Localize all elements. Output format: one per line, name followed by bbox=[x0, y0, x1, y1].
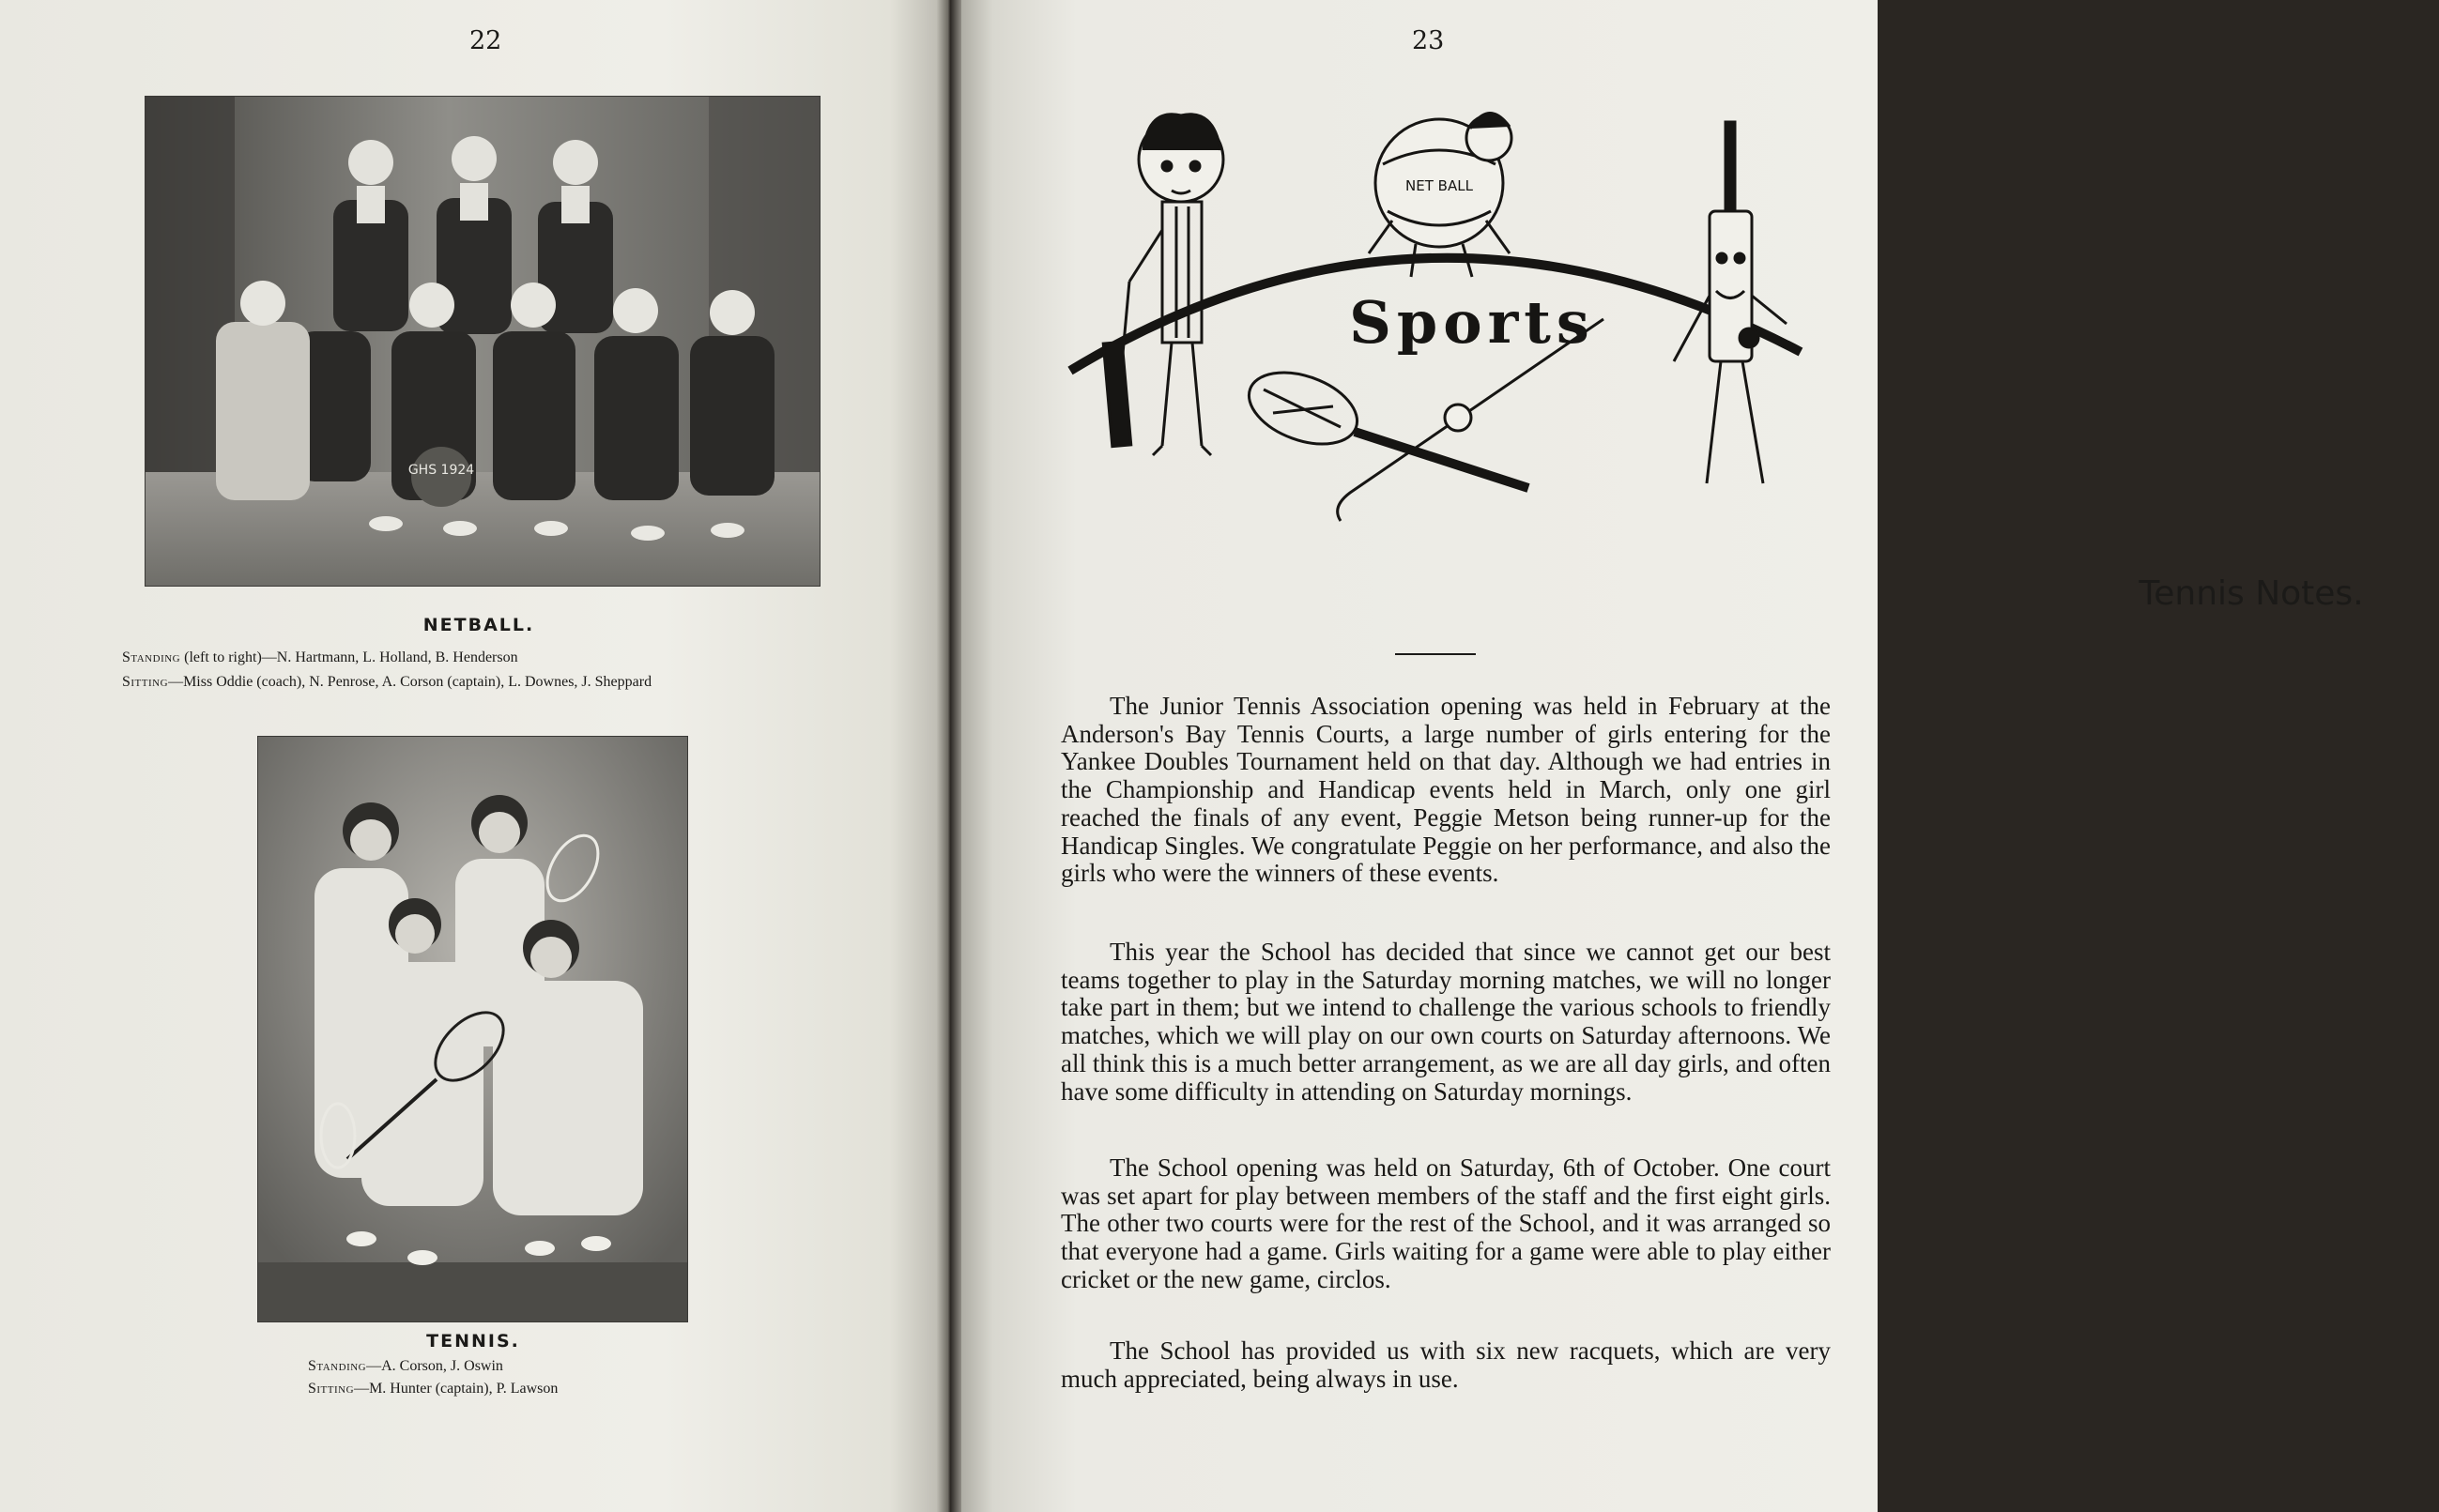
page-number-left: 22 bbox=[469, 26, 502, 55]
sports-illustration bbox=[1059, 80, 1829, 526]
netball-ball-lettering: NET BALL bbox=[1405, 177, 1473, 194]
netball-sitting-caption bbox=[122, 674, 652, 691]
heading-divider bbox=[1395, 653, 1476, 655]
tennis-notes-paragraph-3: The School opening was held on Saturday, 6th of October. One court was set apart for play between members of the staff and the first eight girls. The other two courts were for the rest of the School, and it was arranged so that everyone had a game. Girls waiting for a game were able to play either cricket or the new game, circlos. bbox=[1061, 1153, 1831, 1293]
tennis-sitting-label: Sitting bbox=[308, 1381, 355, 1397]
tennis-standing-label: Standing bbox=[308, 1358, 367, 1374]
book-spine bbox=[937, 0, 961, 1512]
page-number-right: 23 bbox=[1412, 26, 1445, 55]
netball-sitting-label: Sitting bbox=[122, 674, 169, 690]
tennis-notes-paragraph-2: This year the School has decided that since we cannot get our best teams together to play in the Saturday morning matches, we will no longer take part in them; but we intend to challenge the various schools to friendly matches, which we will play on our own courts on Saturday afternoons. We all think this is a much better arrangement, as we are all day girls, and often have some difficulty in attending on Saturday mornings. bbox=[1061, 938, 1831, 1106]
tennis-notes-paragraph-4: The School has provided us with six new racquets, which are very much appreciated, being always in use. bbox=[1061, 1336, 1831, 1393]
tennis-sitting-caption bbox=[308, 1381, 558, 1397]
netball-standing-caption bbox=[122, 649, 518, 666]
netball-standing-label: Standing bbox=[122, 649, 181, 665]
netball-ball-figure bbox=[1369, 113, 1511, 277]
tennis-notes-heading-text: Tennis Notes. bbox=[2139, 574, 2364, 613]
netball-caption-title: NETBALL. bbox=[422, 615, 535, 635]
cricket-girl-figure bbox=[1103, 115, 1223, 455]
netball-ball-label: GHS 1924 bbox=[407, 463, 475, 478]
right-page bbox=[946, 0, 2364, 1512]
tennis-sitting-names: —M. Hunter (captain), P. Lawson bbox=[354, 1381, 559, 1397]
tennis-standing-names: —A. Corson, J. Oswin bbox=[366, 1358, 503, 1374]
netball-team-photo bbox=[146, 97, 820, 586]
netball-sitting-names: —Miss Oddie (coach), N. Penrose, A. Corson (captain), L. Downes, J. Sheppard bbox=[168, 674, 652, 690]
tennis-standing-caption bbox=[308, 1358, 503, 1375]
tennis-caption-title: TENNIS. bbox=[426, 1331, 520, 1352]
sports-title: Sports bbox=[1349, 288, 1595, 357]
tennis-notes-paragraph-1: The Junior Tennis Association opening was held in February at the Anderson's Bay Tennis Courts, a large number of girls entering for the Yankee Doubles Tournament held on that day. Although we had entries in the Championship and Handicap events held in March, only one girl reached the finals of any event, Peggie Metson being runner-up for the Handicap Singles. We congratulate Peggie on her performance, and also the girls who were the winners of these events. bbox=[1061, 692, 1831, 888]
netball-standing-names: (left to right)—N. Hartmann, L. Holland, B. Henderson bbox=[184, 649, 518, 665]
tennis-team-photo bbox=[258, 737, 687, 1321]
left-page bbox=[0, 0, 946, 1512]
